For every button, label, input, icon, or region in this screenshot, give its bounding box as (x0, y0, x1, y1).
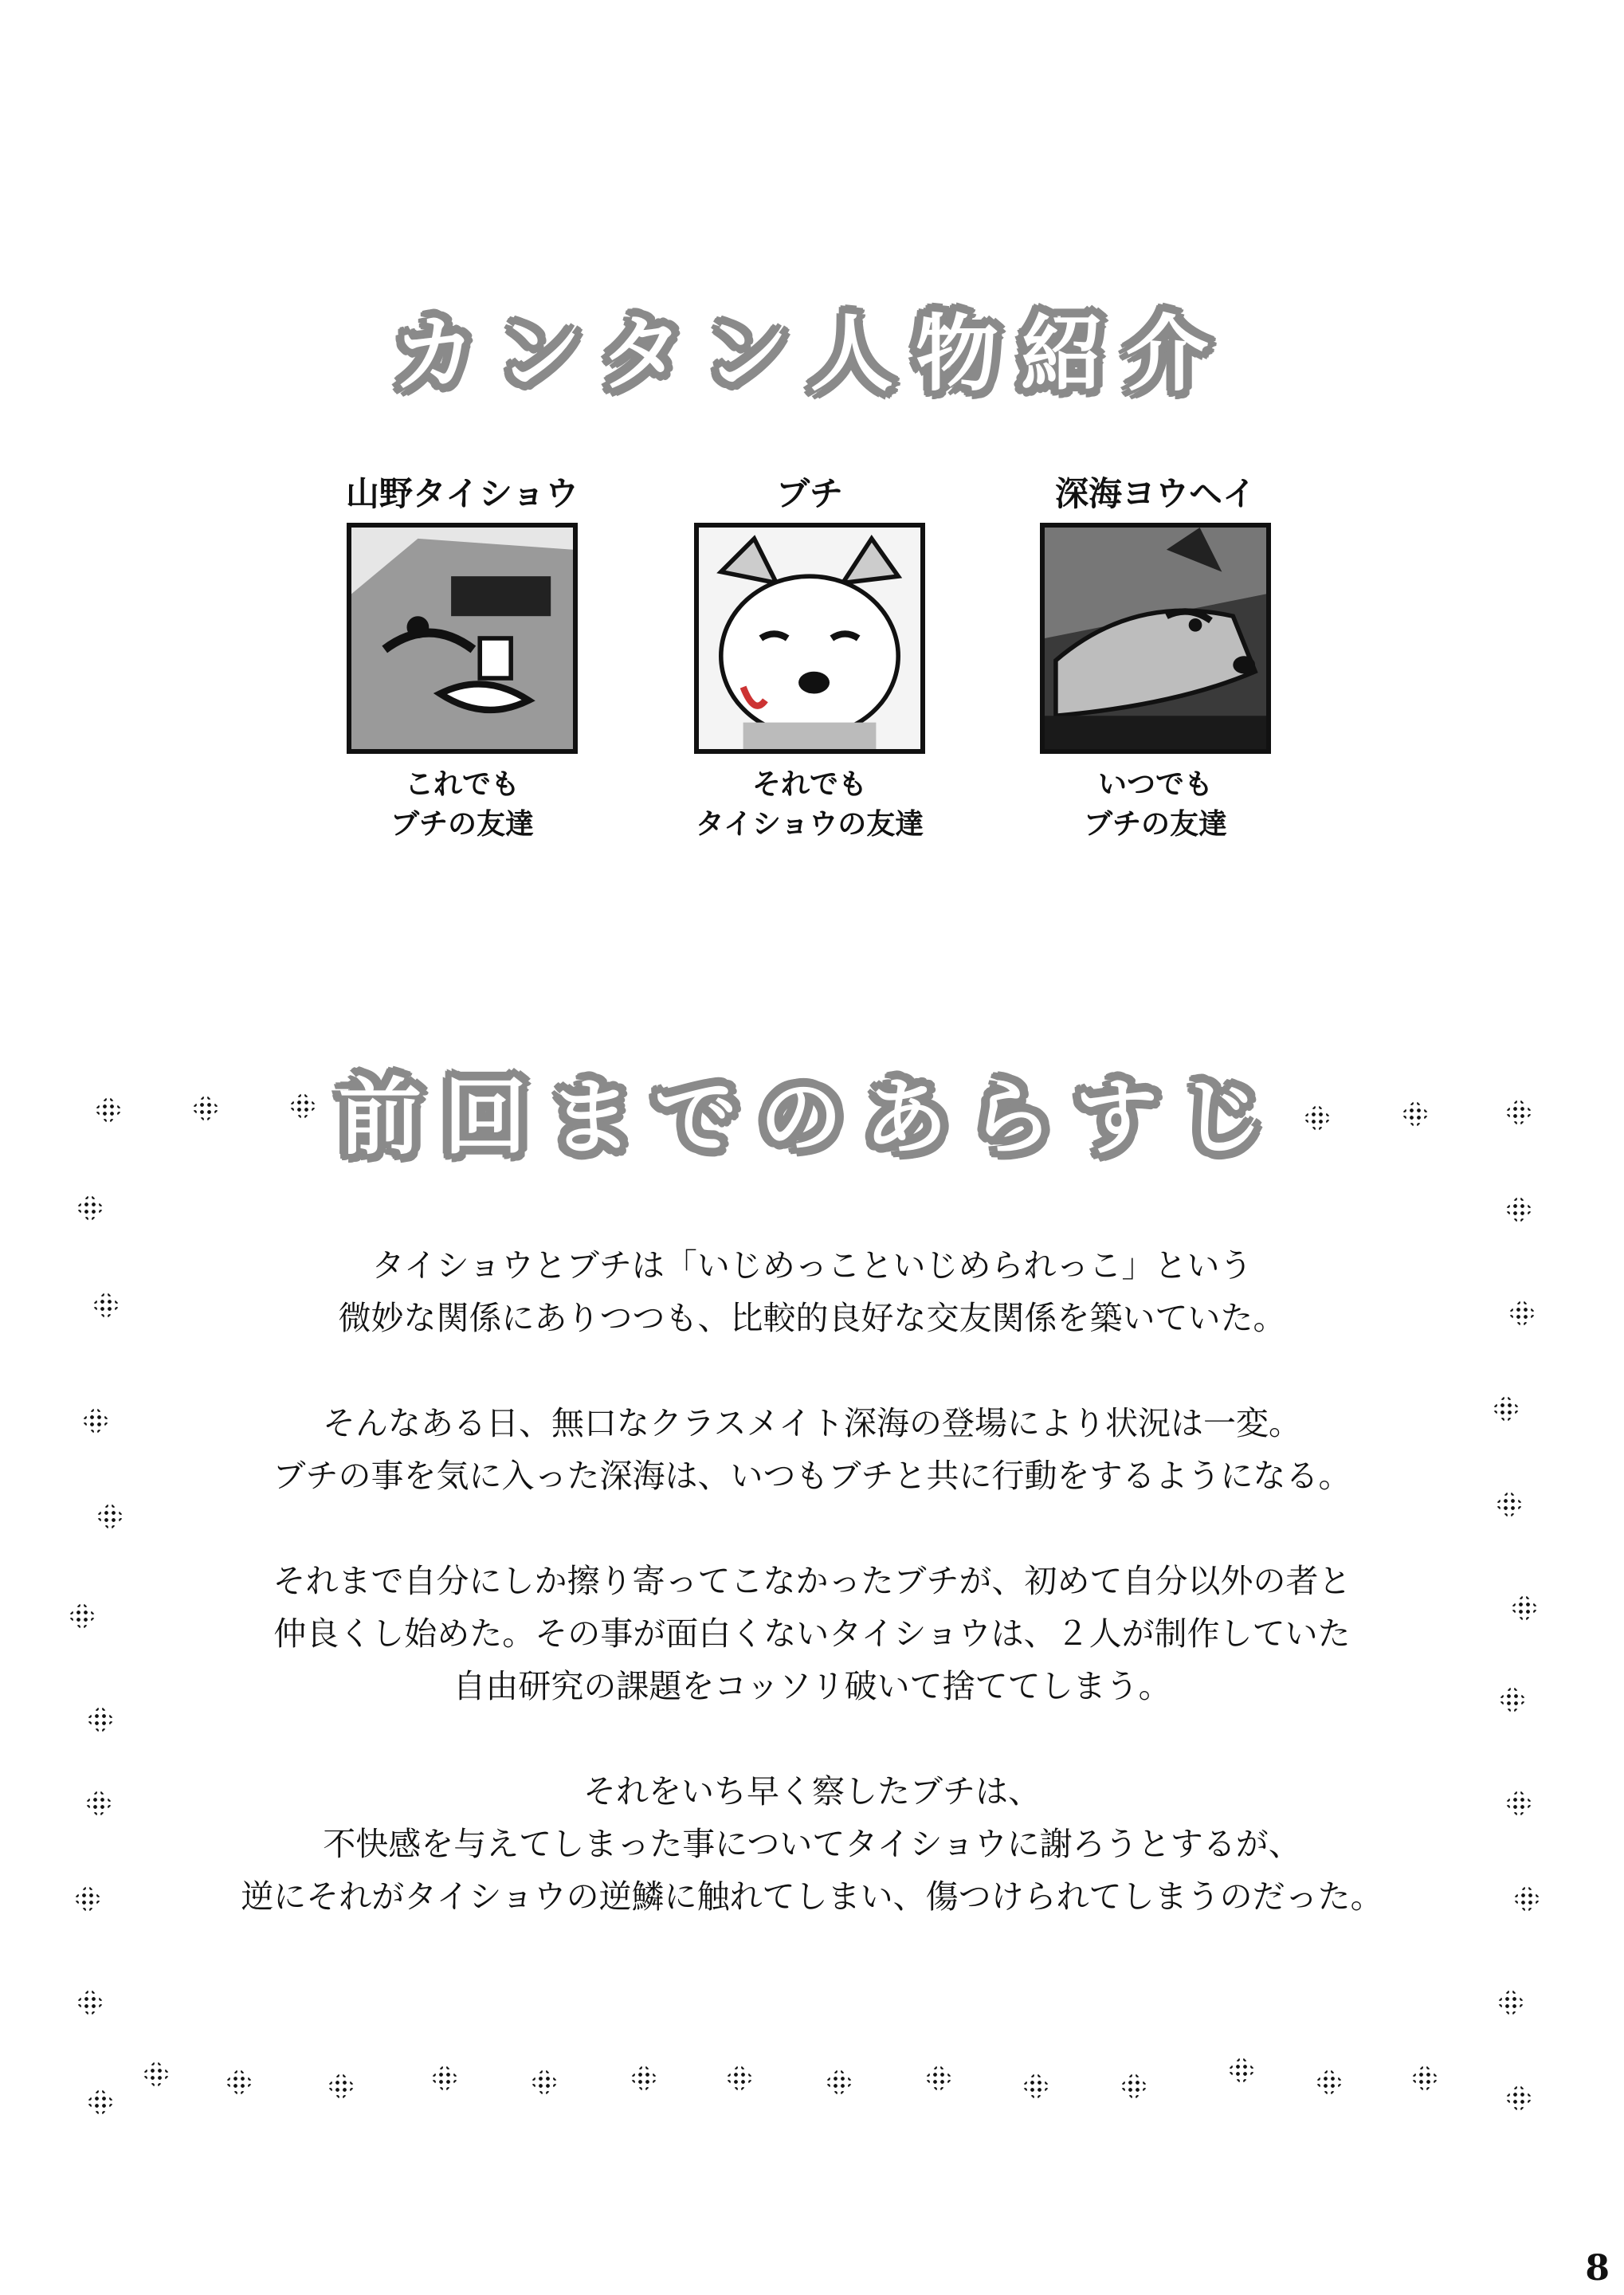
character-card-youhei (988, 470, 1323, 845)
character-name: ブチ (775, 474, 843, 513)
summary-line: そんなある日、無口なクラスメイト深海の登場により状況は一変。 (323, 1404, 1301, 1442)
dot-ornament (327, 2072, 355, 2101)
summary-line: 不快感を与えてしまった事についてタイショウに謝ろうとするが、 (323, 1825, 1301, 1863)
dot-ornament (825, 2068, 853, 2097)
character-caption-line: これでも (404, 768, 520, 801)
dot-ornament (430, 2064, 459, 2093)
summary-paragraph (0, 1765, 1624, 1923)
character-caption-line: ブチの友達 (1083, 808, 1227, 841)
character-card-buchi (642, 470, 977, 845)
dot-ornament (1120, 2072, 1148, 2101)
dot-ornament (630, 2064, 658, 2093)
dot-ornament (1022, 2072, 1050, 2101)
dot-ornament (1497, 1988, 1525, 2017)
character-caption-line: ブチの友達 (390, 808, 534, 841)
dot-ornament (530, 2068, 559, 2097)
dot-ornament (725, 2064, 754, 2093)
summary-line: それをいち早く察したブチは、 (583, 1772, 1041, 1810)
dot-ornament (1315, 2068, 1344, 2097)
summary-line: タイショウとブチは「いじめっこといじめられっこ」という (371, 1246, 1253, 1285)
character-intro-title: カンタン人物紹介 (393, 305, 1231, 402)
youhei-portrait (1040, 523, 1271, 754)
dot-ornament (1410, 2064, 1439, 2093)
page-number: 8 (1585, 2248, 1610, 2289)
summary-title: 前回までのあらすじ (338, 1069, 1285, 1166)
summary-line: 仲良くし始めた。その事が面白くないタイショウは、２人が制作していた (273, 1614, 1351, 1653)
dot-ornament (142, 2060, 171, 2089)
summary-paragraph (0, 1555, 1624, 1712)
dot-ornament (1504, 1195, 1533, 1224)
dot-ornament (1227, 2056, 1256, 2085)
summary-line: それまで自分にしか擦り寄ってこなかったブチが、初めて自分以外の者と (273, 1562, 1351, 1600)
summary-body (0, 1239, 1624, 1975)
character-name: 山野タイショウ (345, 474, 579, 513)
dot-ornament (76, 1988, 104, 2017)
dot-ornament (86, 2088, 115, 2116)
character-card-taishou (295, 470, 630, 845)
character-caption-line: いつでも (1097, 768, 1213, 801)
summary-line: 逆にそれがタイショウの逆鱗に触れてしまい、傷つけられてしまうのだった。 (241, 1877, 1383, 1916)
dot-ornament (1504, 2084, 1533, 2113)
dot-ornament (76, 1194, 104, 1222)
dot-ornament (225, 2068, 253, 2097)
buchi-portrait (694, 523, 925, 754)
summary-line: 微妙な関係にありつつも、比較的良好な交友関係を築いていた。 (338, 1299, 1286, 1337)
character-caption-line: それでも (751, 768, 867, 801)
character-caption-line: タイショウの友達 (695, 808, 924, 841)
character-name: 深海ヨウヘイ (1054, 474, 1256, 513)
summary-line: 自由研究の課題をコッソリ破いて捨ててしまう。 (453, 1667, 1171, 1705)
summary-line: ブチの事を気に入った深海は、いつもブチと共に行動をするようになる。 (273, 1457, 1351, 1495)
summary-paragraph (0, 1239, 1624, 1344)
taishou-portrait (347, 523, 578, 754)
summary-paragraph (0, 1397, 1624, 1502)
dot-ornament (924, 2064, 953, 2093)
